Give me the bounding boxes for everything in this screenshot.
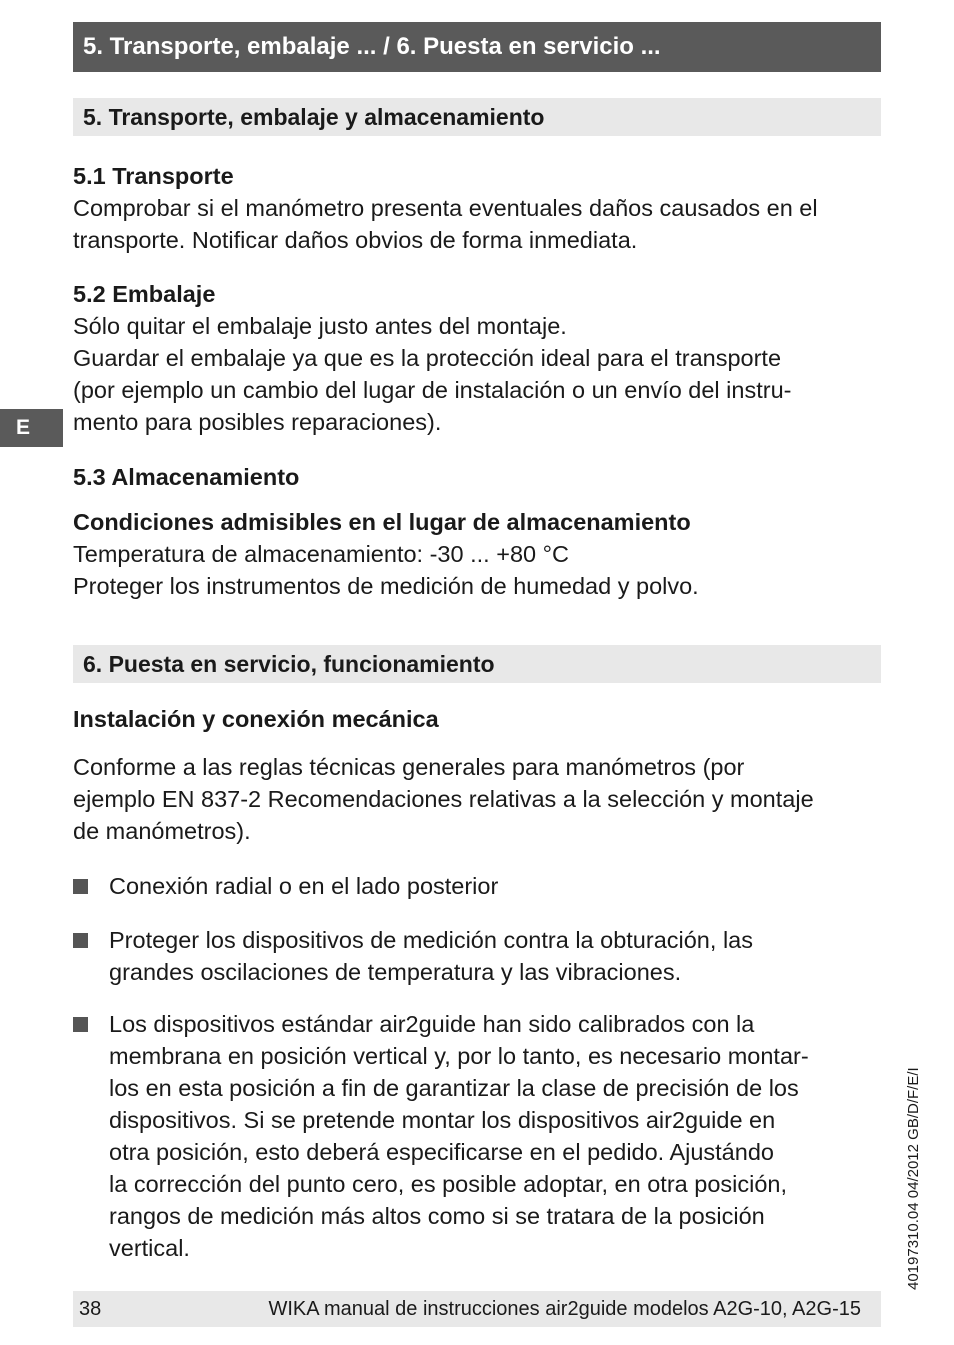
text-line: Conexión radial o en el lado posterior: [109, 873, 499, 899]
text-line: Los dispositivos estándar air2guide han sido calibrados con la: [109, 1011, 755, 1037]
text-line: los en esta posición a fin de garantizar la clase de precisión de los: [109, 1075, 799, 1101]
language-tab: E: [0, 409, 63, 447]
text-line: Proteger los dispositivos de medición contra la obturación, las: [109, 927, 753, 953]
storage-subheading: Condiciones admisibles en el lugar de almacenamiento: [73, 509, 691, 535]
installation-intro: [73, 751, 883, 847]
text-line: ejemplo EN 837-2 Recomendaciones relativas a la selección y montaje: [73, 786, 814, 812]
square-bullet-icon: [73, 933, 88, 948]
text-line: Guardar el embalaje ya que es la protección ideal para el transporte: [73, 345, 782, 371]
square-bullet-icon: [73, 879, 88, 894]
footer-title: WIKA manual de instrucciones air2guide modelos A2G-10, A2G-15: [268, 1298, 861, 1320]
text-line: vertical.: [109, 1235, 190, 1261]
square-bullet-icon: [73, 1017, 88, 1032]
text-line: transporte. Notificar daños obvios de forma inmediata.: [73, 227, 638, 253]
text-line: Conforme a las reglas técnicas generales para manómetros (por: [73, 754, 745, 780]
section-5-1: [73, 160, 883, 256]
page-footer: [73, 1291, 881, 1327]
heading-5-3: 5.3 Almacenamiento: [73, 464, 300, 490]
page-number: 38: [79, 1298, 102, 1320]
text-line: rangos de medición más altos como si se tratara de la posición: [109, 1203, 765, 1229]
heading-5-2: 5.2 Embalaje: [73, 281, 216, 307]
text-line: de manómetros).: [73, 818, 251, 844]
text-line: la corrección del punto cero, es posible adoptar, en otra posición,: [109, 1171, 788, 1197]
section-5-2: [73, 278, 883, 438]
text-line: membrana en posición vertical y, por lo tanto, es necesario montar-: [109, 1043, 809, 1069]
section-5-3: [73, 461, 883, 493]
section-6-title: 6. Puesta en servicio, funcionamiento: [73, 645, 881, 683]
heading-5-1: 5.1 Transporte: [73, 163, 234, 189]
installation-heading-block: [73, 703, 883, 735]
page-header: 5. Transporte, embalaje ... / 6. Puesta en servicio ...: [73, 22, 881, 72]
text-line: Sólo quitar el embalaje justo antes del montaje.: [73, 313, 567, 339]
storage-conditions: [73, 506, 883, 602]
section-5-title: 5. Transporte, embalaje y almacenamiento: [73, 98, 881, 136]
text-line: otra posición, esto deberá especificarse en el pedido. Ajustándo: [109, 1139, 774, 1165]
text-line: dispositivos. Si se pretende montar los dispositivos air2guide en: [109, 1107, 776, 1133]
text-line: Proteger los instrumentos de medición de humedad y polvo.: [73, 573, 699, 599]
text-line: Temperatura de almacenamiento: -30 ... +80 °C: [73, 541, 569, 567]
text-line: Comprobar si el manómetro presenta eventuales daños causados en el: [73, 195, 818, 221]
text-line: mento para posibles reparaciones).: [73, 409, 442, 435]
text-line: grandes oscilaciones de temperatura y las vibraciones.: [109, 959, 682, 985]
installation-subheading: Instalación y conexión mecánica: [73, 706, 439, 732]
document-code: 40197310.04 04/2012 GB/D/F/E/I: [905, 1067, 922, 1290]
text-line: (por ejemplo un cambio del lugar de instalación o un envío del instru-: [73, 377, 792, 403]
